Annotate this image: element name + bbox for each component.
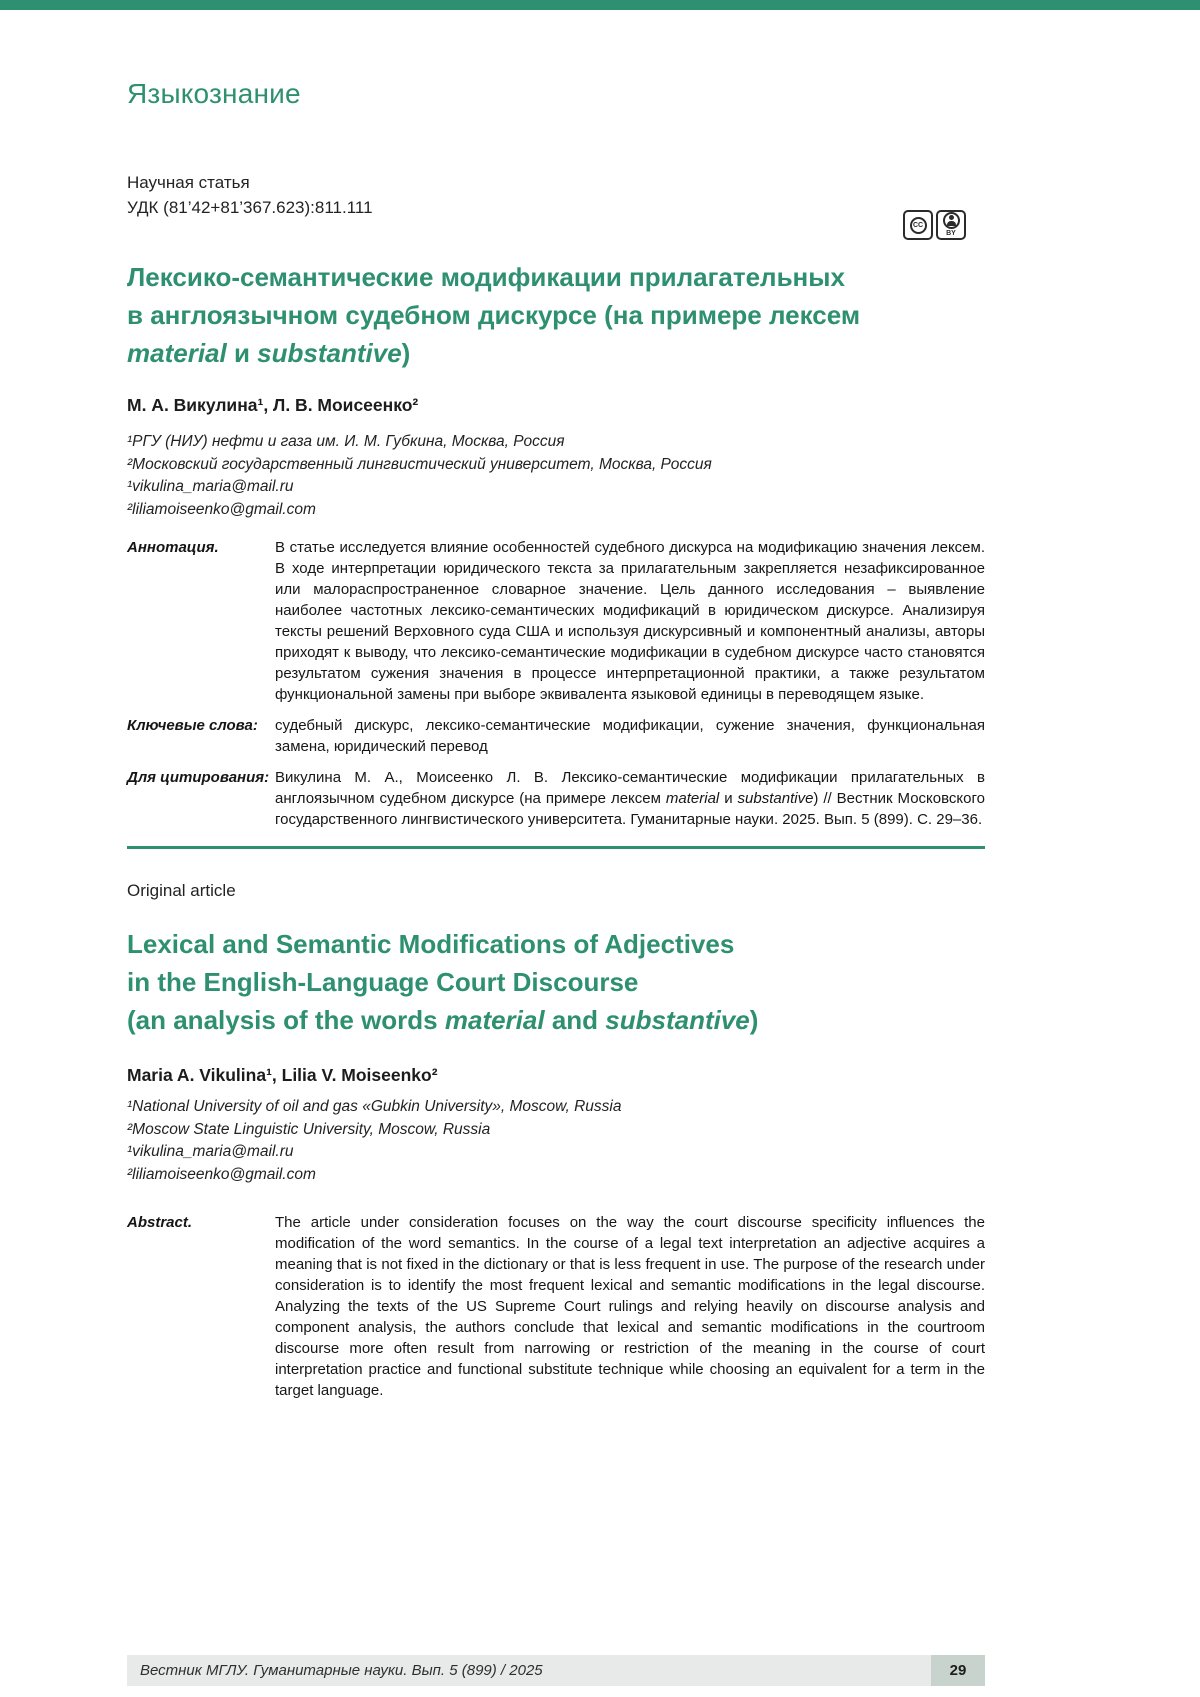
affiliations-ru — [127, 431, 712, 521]
author-email: ¹vikulina_maria@mail.ru — [127, 478, 294, 495]
person-icon — [943, 212, 960, 229]
abstract-ru-label: Аннотация. — [127, 539, 219, 556]
title-ru-italic-word: material — [127, 338, 227, 368]
section-divider-rule — [127, 846, 985, 849]
citation-text: Викулина М. А., Моисеенко Л. В. Лексико-семантические модификации прилагательных в англоязычном судебном дискурсе (на примере лексем — [275, 769, 985, 807]
citation-ru-row — [127, 767, 985, 830]
title-en-italic-word: material — [444, 1005, 545, 1035]
author-email: ²liliamoiseenko@gmail.com — [127, 1165, 316, 1183]
article-type-ru: Научная статья — [127, 173, 250, 192]
cc-by-person-icon — [936, 210, 966, 240]
abstract-en-row — [127, 1212, 985, 1401]
abstract-en-label: Abstract. — [127, 1214, 193, 1231]
title-ru-text: и — [226, 338, 258, 368]
title-en-italic-word: substantive — [605, 1005, 750, 1035]
cc-by-label: BY — [946, 230, 956, 237]
affiliation-line: ²Moscow State Linguistic University, Moscow, Russia — [127, 1120, 491, 1138]
authors-en: Maria A. Vikulina¹, Lilia V. Moiseenko² — [127, 1065, 438, 1085]
affiliation-line: ¹РГУ (НИУ) нефти и газа им. И. М. Губкина, Москва, Россия — [127, 433, 565, 450]
cc-icon — [903, 210, 933, 240]
title-ru-line — [127, 334, 1047, 372]
citation-text: ) // Вестник Московского государственного лингвистического университета. Гуманитарные науки. 2025. Вып. 5 (899). С. 29–36. — [275, 790, 985, 828]
title-en-text: and — [544, 1005, 606, 1035]
footer-journal-title: Вестник МГЛУ. Гуманитарные науки. Вып. 5 (899) / 2025 — [140, 1662, 543, 1679]
abstract-en-text: The article under consideration focuses on the way the court discourse specificity influences the modification of the word semantics. In the course of a legal text interpretation an adjective acquires a meaning that is not fixed in the dictionary or that is less frequent in use. The purpose of the research under consideration is to identify the most frequent lexical and semantic modifications in the legal discourse. Analyzing the texts of the US Supreme Court rulings and relying heavily on discourse analysis and component analysis, the authors conclude that lexical and semantic modifications in the courtroom discourse more often result from narrowing or restriction of the meaning in the course of court interpretation practice and functional substitute technique while choosing an equivalent for a term in the target language. — [275, 1214, 985, 1399]
author-email: ¹vikulina_maria@mail.ru — [127, 1143, 294, 1160]
title-ru-italic-word: substantive — [257, 338, 402, 368]
title-en-text: ) — [749, 1005, 759, 1035]
title-en-line: Lexical and Semantic Modifications of Adjectives — [127, 929, 735, 959]
citation-text: и — [719, 790, 738, 807]
article-type-en: Original article — [127, 881, 236, 900]
affiliation-line: ¹National University of oil and gas «Gubkin University», Moscow, Russia — [127, 1098, 622, 1115]
page-number: 29 — [931, 1655, 985, 1686]
footer-bar — [127, 1655, 985, 1686]
person-head-icon — [949, 215, 954, 220]
person-body-icon — [947, 221, 956, 226]
title-ru — [127, 258, 1047, 372]
title-ru-line: в англоязычном судебном дискурсе (на примере лексем — [127, 300, 861, 330]
citation-ru-label: Для цитирования: — [127, 769, 270, 786]
keywords-ru-label: Ключевые слова: — [127, 717, 258, 734]
article-meta — [127, 170, 373, 220]
keywords-ru-row — [127, 715, 985, 757]
title-ru-text: ) — [401, 338, 411, 368]
affiliations-en — [127, 1096, 985, 1186]
section-heading: Языкознание — [127, 78, 301, 109]
top-accent-bar — [0, 0, 1200, 10]
abstract-ru-row — [127, 537, 985, 705]
affiliation-line: ²Московский государственный лингвистический университет, Москва, Россия — [127, 455, 712, 473]
keywords-ru-text: судебный дискурс, лексико-семантические модификации, сужение значения, функциональная замена, юридический перевод — [275, 717, 985, 755]
udc-code: УДК (81’42+81’367.623):811.111 — [127, 198, 373, 217]
title-en-text: (an analysis of the words — [127, 1005, 445, 1035]
citation-italic-word: substantive — [737, 790, 814, 807]
article-front-matter — [127, 537, 985, 1411]
title-en-line: in the English-Language Court Discourse — [127, 967, 639, 997]
abstract-ru-text: В статье исследуется влияние особенностей судебного дискурса на модификацию значения лексем. В ходе интерпретации юридического текста за прилагательным закрепляется незафиксированное или малораспространенное словарное значение. Цель данного исследования – выявление наиболее частотных лексико-семантических модификаций в юридическом дискурсе. Анализируя тексты решений Верховного суда США и используя дискурсивный и компонентный анализы, авторы приходят к выводу, что лексико-семантические модификации в судебном дискурсе часто становятся результатом сужения значения в процессе интерпретационной практики, а также результатом функциональной замены при выборе эквивалента языковой единицы в переводящем языке. — [275, 539, 985, 703]
title-en — [127, 925, 985, 1039]
title-ru-line: Лексико-семантические модификации прилагательных — [127, 262, 845, 292]
authors-ru: М. А. Викулина¹, Л. В. Моисеенко² — [127, 395, 419, 415]
cc-circle-icon: CC — [910, 217, 927, 234]
author-email: ²liliamoiseenko@gmail.com — [127, 500, 316, 518]
citation-ru-text — [275, 767, 985, 830]
cc-by-badge — [903, 210, 966, 240]
citation-italic-word: material — [665, 790, 720, 807]
title-en-line — [127, 1001, 985, 1039]
